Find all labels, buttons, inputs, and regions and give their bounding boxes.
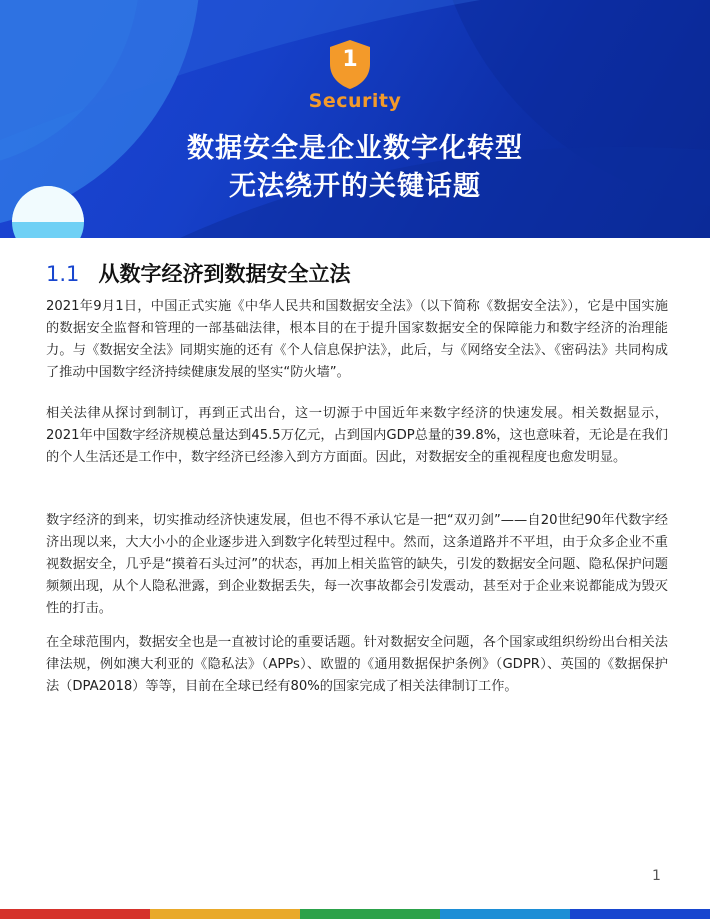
security-shield-badge [326,38,374,90]
footer-bar-red [0,909,150,919]
section-heading [46,258,351,290]
header-banner [0,0,710,238]
body-paragraph-1: 2021年9月1日，中国正式实施《中华人民共和国数据安全法》（以下简称《数据安全法》），它是中国实施的数据安全监督和管理的一部基础法律，根本目的在于提升国家数据安全的保障能力和数字经济的治理能力。与《数据安全法》同期实施的还有《个人信息保护法》，此后，与《网络安全法》、《密码法》共同构成了推动中国数字经济持续健康发展的坚实“防火墙”。 [46,299,668,380]
body-paragraph-3: 数字经济的到来，切实推动经济快速发展，但也不得不承认它是一把“双刃剑”——自20世纪90年代数字经济出现以来，大大小小的企业逐步进入到数字化转型过程中。然而，这条道路并不平坦，由于众多企业不重视数据安全，几乎是“摸着石头过河”的状态，再加上相关监管的缺失，引发的数据安全问题、隐私保护问题频频出现，从个人隐私泄露，到企业数据丢失，每一次事故都会引发震动，甚至对于企业来说都能成为毁灭性的打击。 [46,513,668,616]
badge-number: 1 [342,47,358,72]
page-title-line1: 数据安全是企业数字化转型 [187,133,523,164]
page-number: 1 [652,868,661,884]
footer-bar-yellow [150,909,300,919]
body-paragraph-4: 在全球范围内，数据安全也是一直被讨论的重要话题。针对数据安全问题，各个国家或组织纷纷出台相关法律法规，例如澳大利亚的《隐私法》（APPs）、欧盟的《通用数据保护条例》（GDPR）、英国的《数据保护法（DPA2018）等等，目前在全球已经有80%的国家完成了相关法律制订工作。 [46,635,668,694]
footer-bar-lightblue [440,909,570,919]
footer-bar-blue [570,909,710,919]
footer-bar-green [300,909,440,919]
section-number: 1.1 [46,262,80,286]
footer-color-bar [0,909,710,919]
section-title: 从数字经济到数据安全立法 [98,262,351,286]
page-title-line2: 无法绕开的关键话题 [229,171,481,202]
badge-label: Security [308,90,402,112]
body-paragraph-2: 相关法律从探讨到制订，再到正式出台，这一切源于中国近年来数字经济的快速发展。相关数据显示，2021年中国数字经济规模总量达到45.5万亿元，占到国内GDP总量的39.8%，这也意味着，无论是在我们的个人生活还是工作中，数字经济已经渗入到方方面面。因此，对数据安全的重视程度也愈发明显。 [46,406,668,465]
